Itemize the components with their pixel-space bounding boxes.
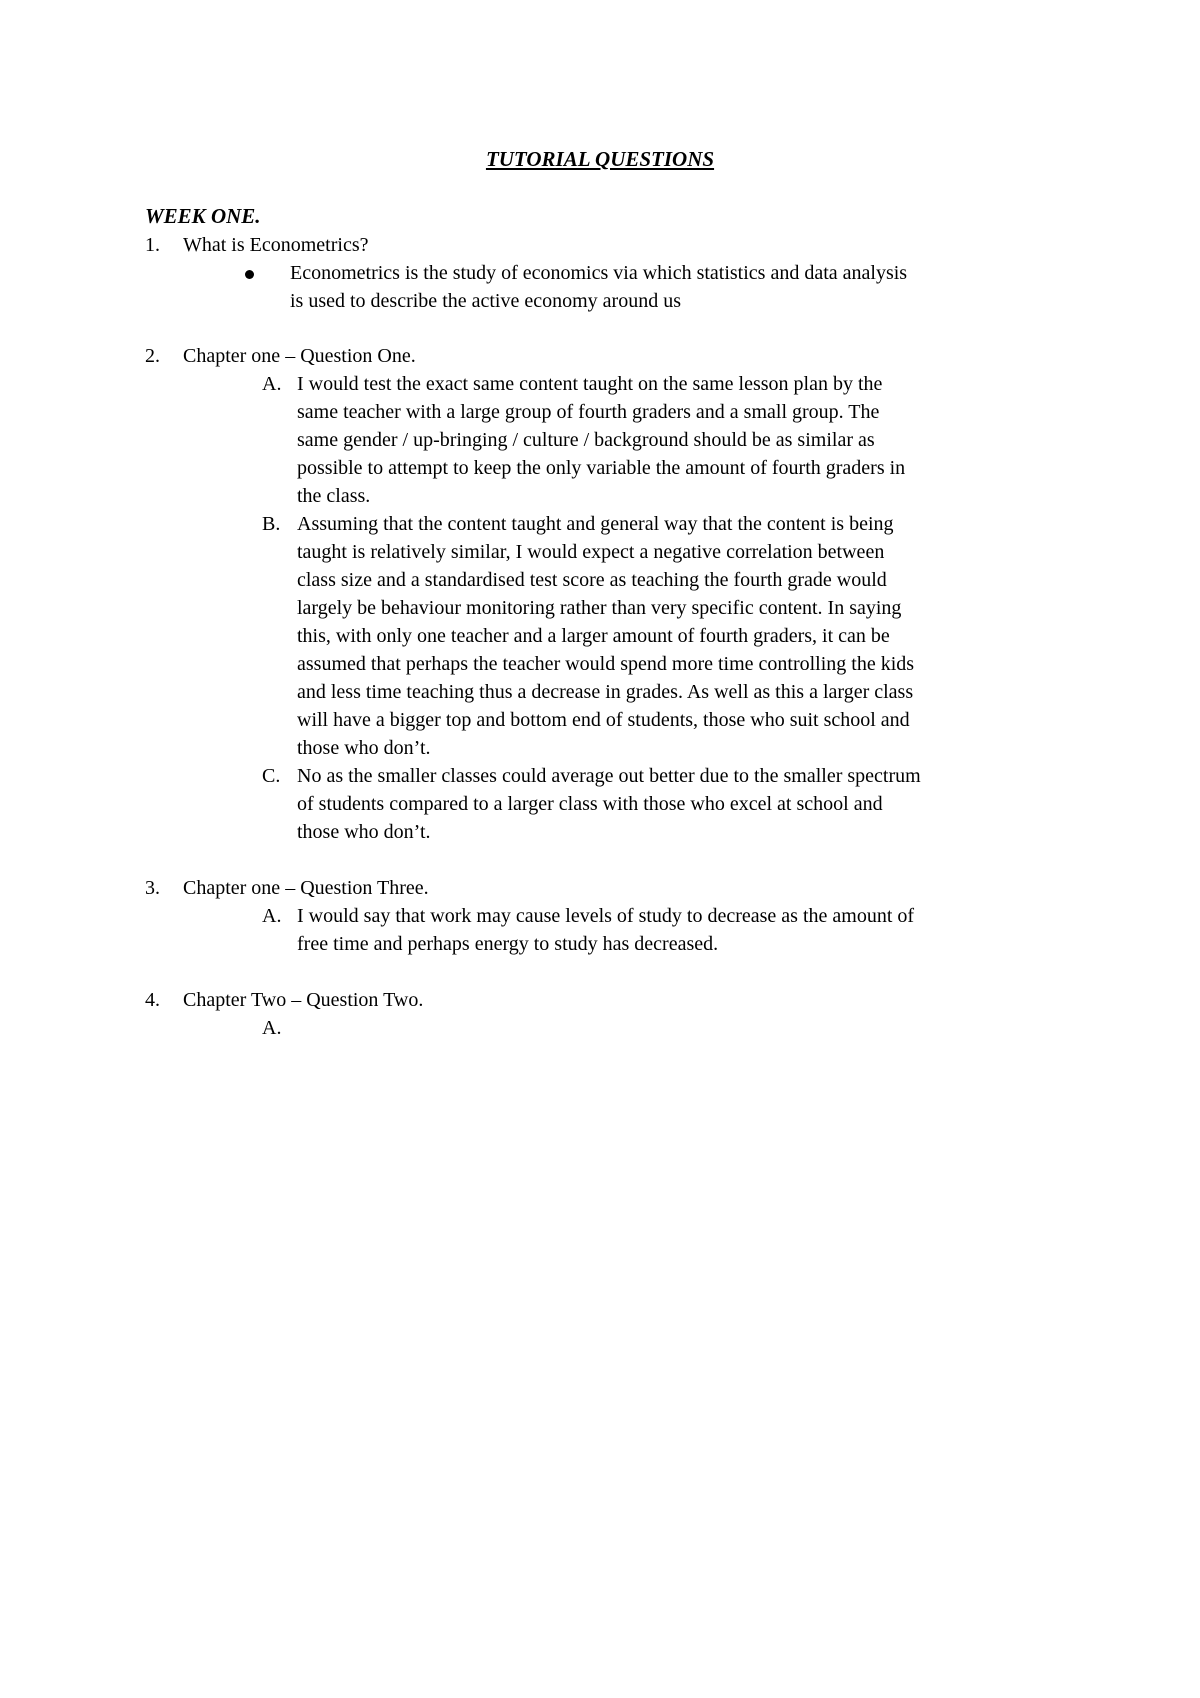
- answer-a: [297, 370, 905, 510]
- answer-b: [297, 510, 914, 762]
- answer-line: Econometrics is the study of economics via which statistics and data analysis: [290, 262, 908, 284]
- answer-letter: A.: [262, 1017, 282, 1039]
- question-number: 3.: [145, 877, 160, 899]
- answer-letter: A.: [262, 905, 282, 927]
- answer-line: is used to describe the active economy around us: [290, 290, 681, 312]
- question-number: 4.: [145, 989, 160, 1011]
- answer-line: the class.: [297, 485, 371, 507]
- answer-bullet: [290, 259, 907, 315]
- answer-line: this, with only one teacher and a larger amount of fourth graders, it can be: [297, 625, 890, 647]
- answer-a: [297, 902, 914, 958]
- answer-line: Assuming that the content taught and general way that the content is being: [297, 513, 894, 535]
- answer-line: same teacher with a large group of fourth graders and a small group. The: [297, 401, 880, 423]
- question-number: 1.: [145, 234, 160, 256]
- answer-c: [297, 762, 921, 846]
- answer-line: No as the smaller classes could average out better due to the smaller spectrum: [297, 765, 921, 787]
- answer-line: taught is relatively similar, I would expect a negative correlation between: [297, 541, 885, 563]
- answer-line: and less time teaching thus a decrease in grades. As well as this a larger class: [297, 681, 914, 703]
- question-number: 2.: [145, 345, 160, 367]
- answer-line: largely be behaviour monitoring rather than very specific content. In saying: [297, 597, 902, 619]
- question-text: Chapter one – Question One.: [183, 345, 416, 367]
- document-title: TUTORIAL QUESTIONS: [485, 147, 715, 171]
- answer-line: free time and perhaps energy to study has decreased.: [297, 933, 719, 955]
- week-heading: WEEK ONE.: [145, 204, 261, 228]
- answer-line: those who don’t.: [297, 737, 431, 759]
- answer-letter: B.: [262, 513, 281, 535]
- bullet-icon: [245, 270, 254, 279]
- answer-line: class size and a standardised test score as teaching the fourth grade would: [297, 569, 887, 591]
- answer-line: of students compared to a larger class with those who excel at school and: [297, 793, 883, 815]
- answer-line: those who don’t.: [297, 821, 431, 843]
- answer-line: will have a bigger top and bottom end of students, those who suit school and: [297, 709, 910, 731]
- answer-letter: A.: [262, 373, 282, 395]
- question-text: Chapter Two – Question Two.: [183, 989, 424, 1011]
- answer-line: I would test the exact same content taught on the same lesson plan by the: [297, 373, 883, 395]
- answer-line: I would say that work may cause levels of study to decrease as the amount of: [297, 905, 915, 927]
- question-text: What is Econometrics?: [183, 234, 369, 256]
- question-text: Chapter one – Question Three.: [183, 877, 429, 899]
- answer-letter: C.: [262, 765, 281, 787]
- answer-line: assumed that perhaps the teacher would spend more time controlling the kids: [297, 653, 915, 675]
- answer-line: same gender / up-bringing / culture / background should be as similar as: [297, 429, 875, 451]
- answer-line: possible to attempt to keep the only variable the amount of fourth graders in: [297, 457, 906, 479]
